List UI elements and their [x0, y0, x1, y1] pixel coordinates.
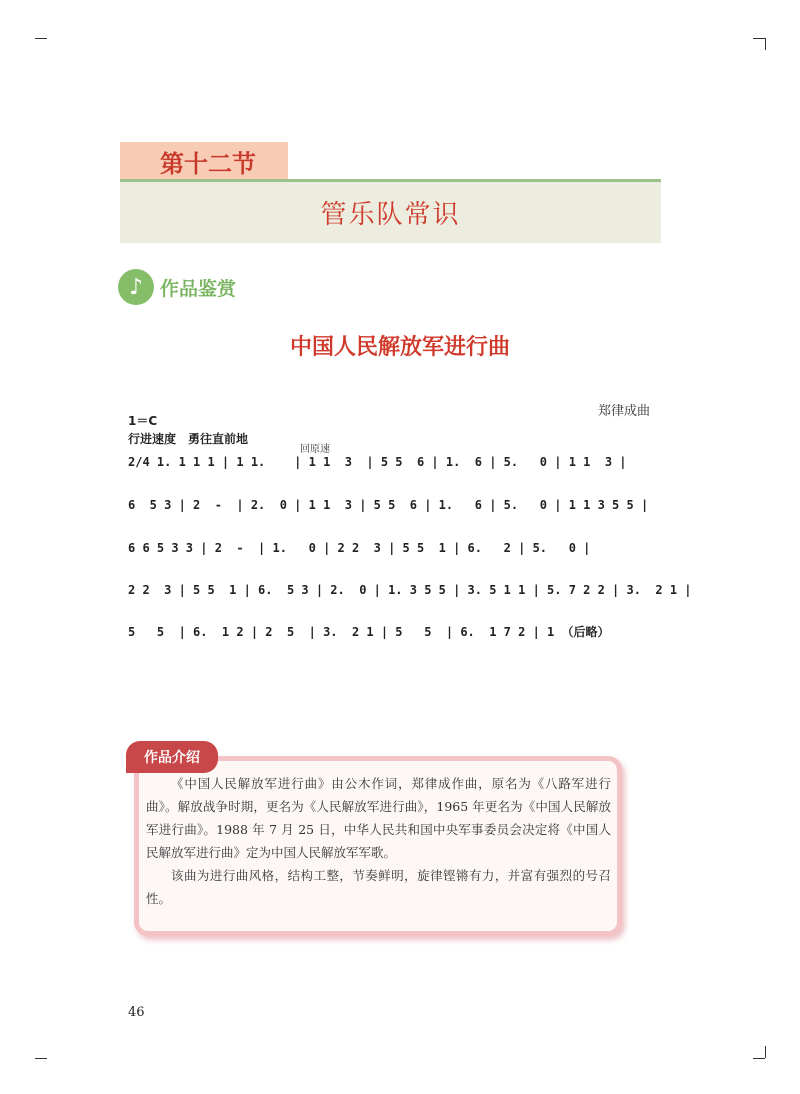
- crop-mark: [765, 1046, 766, 1058]
- crop-mark: [35, 38, 47, 39]
- intro-text: [146, 772, 611, 910]
- music-note-icon: ♪: [118, 269, 154, 305]
- intro-tag: 作品介绍: [126, 741, 218, 773]
- score-line: 6 5 3 | 2 - | 2. 0 | 1 1 3 | 5 5 6 | 1. 6 | 5. 0 | 1 1 3 5 5 |: [128, 498, 649, 512]
- crop-mark: [35, 1058, 47, 1059]
- section-title: 管乐队常识: [120, 182, 661, 243]
- score-line: 2/4 1. 1 1 1 | 1 1. | 1 1 3 | 5 5 6 | 1. 6 | 5. 0 | 1 1 3 |: [128, 455, 627, 469]
- tempo-marking: 行进速度 勇往直前地: [128, 432, 249, 446]
- section-number-tab: 第十二节: [120, 142, 288, 180]
- score-line: 5 5 | 6. 1 2 | 2 5 | 3. 2 1 | 5 5 | 6. 1 7 2 | 1 （后略）: [128, 625, 610, 639]
- intro-paragraph: 该曲为进行曲风格，结构工整，节奏鲜明，旋律铿锵有力，并富有强烈的号召性。: [146, 868, 611, 906]
- appreciation-heading: [118, 269, 236, 305]
- song-title: 中国人民解放军进行曲: [289, 334, 510, 360]
- appreciation-label: 作品鉴赏: [160, 277, 237, 300]
- page-number: 46: [128, 1005, 145, 1020]
- score-line: 6 6 5 3 3 | 2 - | 1. 0 | 2 2 3 | 5 5 1 | 6. 2 | 5. 0 |: [128, 541, 591, 555]
- intro-paragraph: 《中国人民解放军进行曲》由公木作词，郑律成作曲，原名为《八路军进行曲》。解放战争时期，更名为《人民解放军进行曲》，1965 年更名为《中国人民解放军进行曲》。1988 年 7 月 25 日，中华人民共和国中央军事委员会决定将《中国人民解放军进行曲》定为中国人民解放军军歌。: [146, 776, 611, 860]
- key-signature: 1＝C: [128, 414, 158, 428]
- tempo-return-mark: 回原速: [300, 444, 330, 455]
- crop-mark: [753, 1058, 765, 1059]
- score-line: 2 2 3 | 5 5 1 | 6. 5 3 | 2. 0 | 1. 3 5 5 | 3. 5 1 1 | 5. 7 2 2 | 3. 2 1 |: [128, 583, 692, 597]
- composer: 郑律成曲: [597, 404, 650, 419]
- crop-mark: [753, 38, 765, 39]
- crop-mark: [765, 38, 766, 50]
